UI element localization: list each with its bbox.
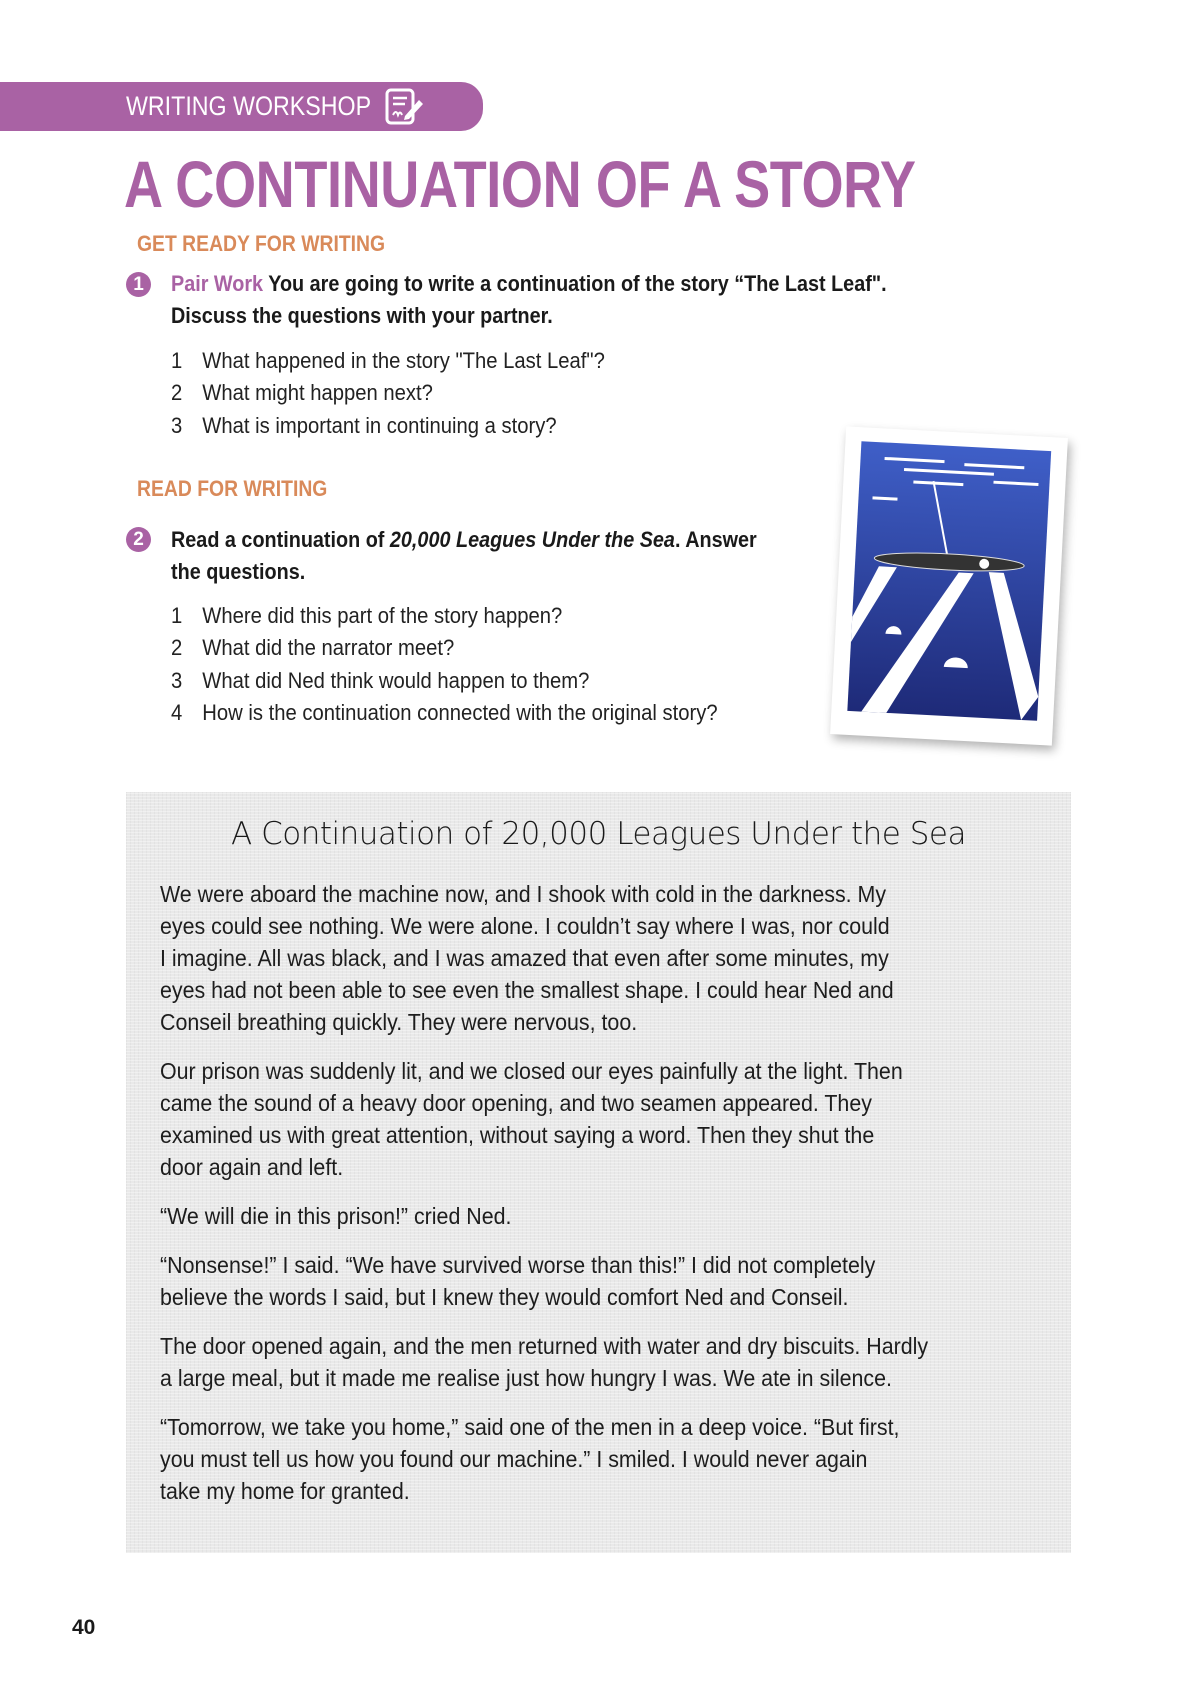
pair-work-tag: Pair Work [171,271,264,296]
page-title: A CONTINUATION OF A STORY [124,147,916,221]
story-line: “Nonsense!” I said. “We have survived worse than this!” I did not completely [160,1252,876,1278]
question-number: 1 [171,603,183,628]
exercise-number-1: 1 [126,272,151,297]
instruction-text: Read a continuation of [171,527,390,552]
question-item [171,665,589,697]
story-line: came the sound of a heavy door opening, and two seamen appeared. They [160,1090,872,1116]
story-paragraph [160,1330,1060,1394]
section-heading-get-ready: GET READY FOR WRITING [137,231,386,256]
question-number: 1 [171,348,183,373]
question-item [171,697,718,729]
question-item [171,410,557,442]
exercise-number-2: 2 [126,527,151,552]
story-paragraph [160,1411,1060,1507]
story-line: take my home for granted. [160,1478,410,1504]
book-title: 20,000 Leagues Under the Sea [389,527,675,552]
story-paragraph [160,1055,1060,1183]
submarine-illustration [830,426,1068,745]
instruction-line-2: the questions. [171,559,306,584]
story-line: eyes had not been able to see even the smallest shape. I could hear Ned and [160,977,894,1003]
question-number: 4 [171,700,183,725]
question-item [171,632,454,664]
story-line: believe the words I said, but I knew they would comfort Ned and Conseil. [160,1284,849,1310]
story-line: door again and left. [160,1154,344,1180]
story-paragraph [160,1200,1060,1232]
question-text: What happened in the story "The Last Leaf"? [202,348,605,373]
exercise-2-instruction [171,524,757,556]
question-number: 3 [171,413,183,438]
page-number: 40 [72,1616,96,1639]
instruction-line-1: You are going to write a continuation of the story “The Last Leaf". [268,271,887,296]
story-line: Our prison was suddenly lit, and we closed our eyes painfully at the light. Then [160,1058,903,1084]
exercise-1-instruction [171,268,887,300]
story-line: eyes could see nothing. We were alone. I couldn’t say where I was, nor could [160,913,890,939]
story-title: A Continuation of 20,000 Leagues Under the Sea [231,816,966,852]
story-line: “Tomorrow, we take you home,” said one of the men in a deep voice. “But first, [160,1414,900,1440]
question-item [171,600,562,632]
story-line: I imagine. All was black, and I was amazed that even after some minutes, my [160,945,889,971]
story-paragraph [160,1249,1060,1313]
question-text: What did Ned think would happen to them? [202,668,590,693]
question-text: What is important in continuing a story? [202,413,557,438]
section-heading-read: READ FOR WRITING [137,476,328,501]
story-box [126,792,1071,1553]
story-text [160,878,1060,1524]
story-line: you must tell us how you found our machine.” I smiled. I would never again [160,1446,868,1472]
question-text: What did the narrator meet? [202,635,455,660]
writing-pad-icon [385,88,425,126]
question-number: 2 [171,635,183,660]
story-line: We were aboard the machine now, and I shook with cold in the darkness. My [160,881,887,907]
submarine-picture [830,426,1068,745]
story-line: The door opened again, and the men returned with water and dry biscuits. Hardly [160,1333,929,1359]
question-number: 3 [171,668,183,693]
story-paragraph [160,878,1060,1038]
story-line: “We will die in this prison!” cried Ned. [160,1203,512,1229]
story-line: a large meal, but it made me realise just how hungry I was. We ate in silence. [160,1365,892,1391]
instruction-line-2: Discuss the questions with your partner. [171,303,553,328]
instruction-text: . Answer [674,527,757,552]
banner-label: WRITING WORKSHOP [126,91,372,121]
question-item [171,377,433,409]
question-text: How is the continuation connected with the original story? [202,700,718,725]
question-number: 2 [171,380,183,405]
question-item [171,345,605,377]
question-text: Where did this part of the story happen? [202,603,563,628]
section-banner [0,82,483,131]
story-line: Conseil breathing quickly. They were nervous, too. [160,1009,638,1035]
story-line: examined us with great attention, without saying a word. Then they shut the [160,1122,875,1148]
question-text: What might happen next? [202,380,433,405]
